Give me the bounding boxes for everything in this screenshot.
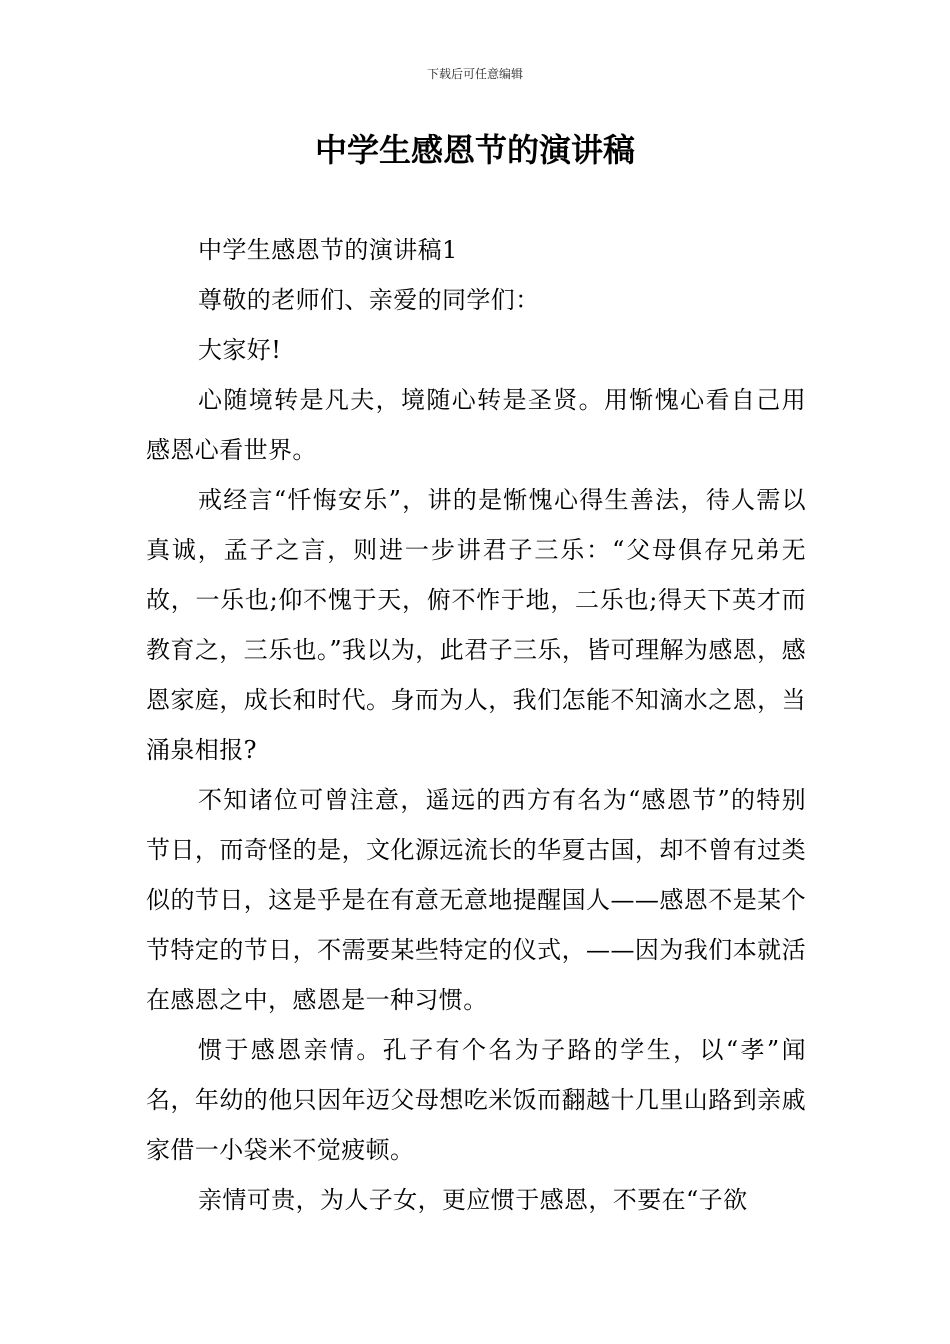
header-note: 下载后可任意编辑 — [426, 67, 523, 81]
paragraph-body: 戒经言“忏悔安乐”，讲的是惭愧心得生善法，待人需以真诚，孟子之言，则进一步讲君子三乐：“父母俱存兄弟无故，一乐也;仰不愧于天，俯不怍于地，二乐也;得天下英才而教育之，三乐也。”我以为，此君子三乐，皆可理解为感恩，感恩家庭，成长和时代。身而为人，我们怎能不知滴水之恩，当涌泉相报? — [146, 486, 806, 764]
paragraph-body: 惯于感恩亲情。孔子有个名为子路的学生，以“孝”闻名，年幼的他只因年迈父母想吃米饭而翻越十几里山路到亲戚家借一小袋米不觉疲顿。 — [146, 1036, 806, 1164]
document-body — [146, 225, 806, 1225]
paragraph-salutation: 尊敬的老师们、亲爱的同学们： — [198, 286, 540, 314]
paragraph-body: 亲情可贵，为人子女，更应惯于感恩，不要在“子欲 — [198, 1186, 748, 1214]
paragraph-greeting: 大家好! — [198, 336, 282, 364]
paragraph-body: 不知诸位可曾注意，遥远的西方有名为“感恩节”的特别节日，而奇怪的是，文化源远流长的华夏古国，却不曾有过类似的节日，这是乎是在有意无意地提醒国人——感恩不是某个节特定的节日，不需要某些特定的仪式，——因为我们本就活在感恩之中，感恩是一种习惯。 — [146, 786, 806, 1014]
document-title: 中学生感恩节的演讲稿 — [314, 131, 635, 169]
paragraph-body: 心随境转是凡夫，境随心转是圣贤。用惭愧心看自己用感恩心看世界。 — [146, 386, 806, 464]
paragraph-subtitle: 中学生感恩节的演讲稿1 — [198, 236, 458, 264]
